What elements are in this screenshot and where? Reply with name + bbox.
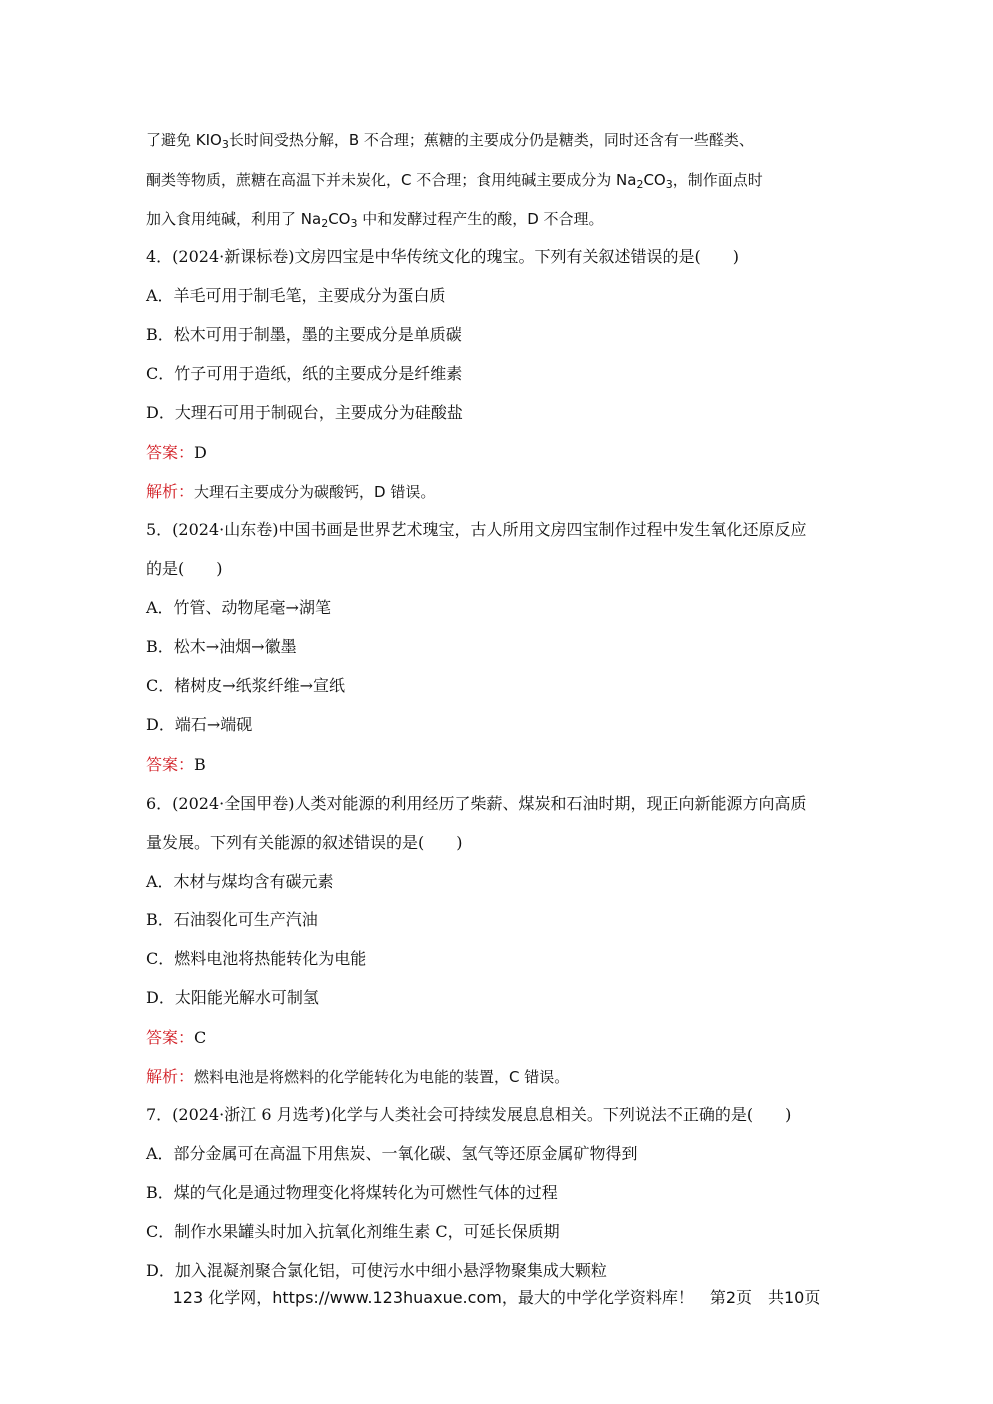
- question-6-option-b: B．石油裂化可生产汽油: [146, 910, 318, 929]
- question-5-answer: [146, 755, 206, 775]
- answer-label: 答案：: [146, 755, 195, 774]
- question-7-option-b: B．煤的气化是通过物理变化将煤转化为可燃性气体的过程: [146, 1183, 558, 1202]
- analysis-continuation-line-1: 了避免 $KIO_3$长时间受热分解，B 不合理；蕉糖的主要成分仍是糖类，同时还含有一些醛类、: [146, 131, 754, 151]
- question-5-stem-line-2: 的是( ): [146, 559, 223, 578]
- answer-value: C: [194, 1028, 207, 1047]
- question-6-option-a: A．木材与煤均含有碳元素: [146, 872, 334, 891]
- question-5-option-d: D．端石→端砚: [146, 715, 253, 734]
- question-4-option-c: C．竹子可用于造纸，纸的主要成分是纤维素: [146, 364, 463, 383]
- question-5-stem-line-1: 5．(2024·山东卷)中国书画是世界艺术瑰宝，古人所用文房四宝制作过程中发生氧化还原反应: [146, 520, 807, 539]
- question-4-stem: 4．(2024·新课标卷)文房四宝是中华传统文化的瑰宝。下列有关叙述错误的是( ): [146, 247, 739, 266]
- answer-value: B: [194, 755, 206, 774]
- question-5-option-b: B．松木→油烟→徽墨: [146, 637, 297, 656]
- answer-value: D: [194, 443, 207, 462]
- question-7-option-d: D．加入混凝剂聚合氯化铝，可使污水中细小悬浮物聚集成大颗粒: [146, 1261, 607, 1280]
- question-6-stem-line-1: 6．(2024·全国甲卷)人类对能源的利用经历了柴薪、煤炭和石油时期，现正向新能源方向高质: [146, 794, 807, 813]
- analysis-text: 燃料电池是将燃料的化学能转化为电能的装置，C 错误。: [194, 1068, 570, 1086]
- analysis-continuation-line-2: 酮类等物质，蔗糖在高温下并未炭化，C 不合理；食用纯碱主要成分为 $Na_2CO_3$，制作面点时: [146, 171, 763, 191]
- analysis-continuation-line-3: 加入食用纯碱，利用了 $Na_2CO_3$ 中和发酵过程产生的酸，D 不合理。: [146, 210, 604, 230]
- answer-label: 答案：: [146, 1028, 195, 1047]
- question-5-option-c: C．楮树皮→纸浆纤维→宣纸: [146, 676, 346, 695]
- question-5-option-a: A．竹管、动物尾毫→湖笔: [146, 598, 331, 617]
- question-6-option-c: C．燃料电池将热能转化为电能: [146, 949, 367, 968]
- question-6-analysis: [146, 1067, 569, 1087]
- question-6-option-d: D．太阳能光解水可制氢: [146, 988, 319, 1007]
- question-6-answer: [146, 1028, 206, 1048]
- question-4-analysis: [146, 482, 435, 502]
- analysis-text: 大理石主要成分为碳酸钙，D 错误。: [194, 483, 436, 501]
- question-4-option-d: D．大理石可用于制砚台，主要成分为硅酸盐: [146, 403, 463, 422]
- question-7-option-a: A．部分金属可在高温下用焦炭、一氧化碳、氢气等还原金属矿物得到: [146, 1144, 638, 1163]
- page-footer: 123 化学网，https://www.123huaxue.com，最大的中学化学资料库！ 第2页 共10页: [172, 1288, 821, 1307]
- question-4-answer: [146, 443, 207, 463]
- analysis-label: 解析：: [146, 1067, 195, 1086]
- question-4-option-b: B．松木可用于制墨，墨的主要成分是单质碳: [146, 325, 462, 344]
- answer-label: 答案：: [146, 443, 195, 462]
- question-7-stem: 7．(2024·浙江 6 月选考)化学与人类社会可持续发展息息相关。下列说法不正确的是( ): [146, 1105, 792, 1124]
- analysis-label: 解析：: [146, 482, 195, 501]
- question-6-stem-line-2: 量发展。下列有关能源的叙述错误的是( ): [146, 833, 463, 852]
- question-7-option-c: C．制作水果罐头时加入抗氧化剂维生素 C，可延长保质期: [146, 1222, 560, 1241]
- question-4-option-a: A．羊毛可用于制毛笔，主要成分为蛋白质: [146, 286, 446, 305]
